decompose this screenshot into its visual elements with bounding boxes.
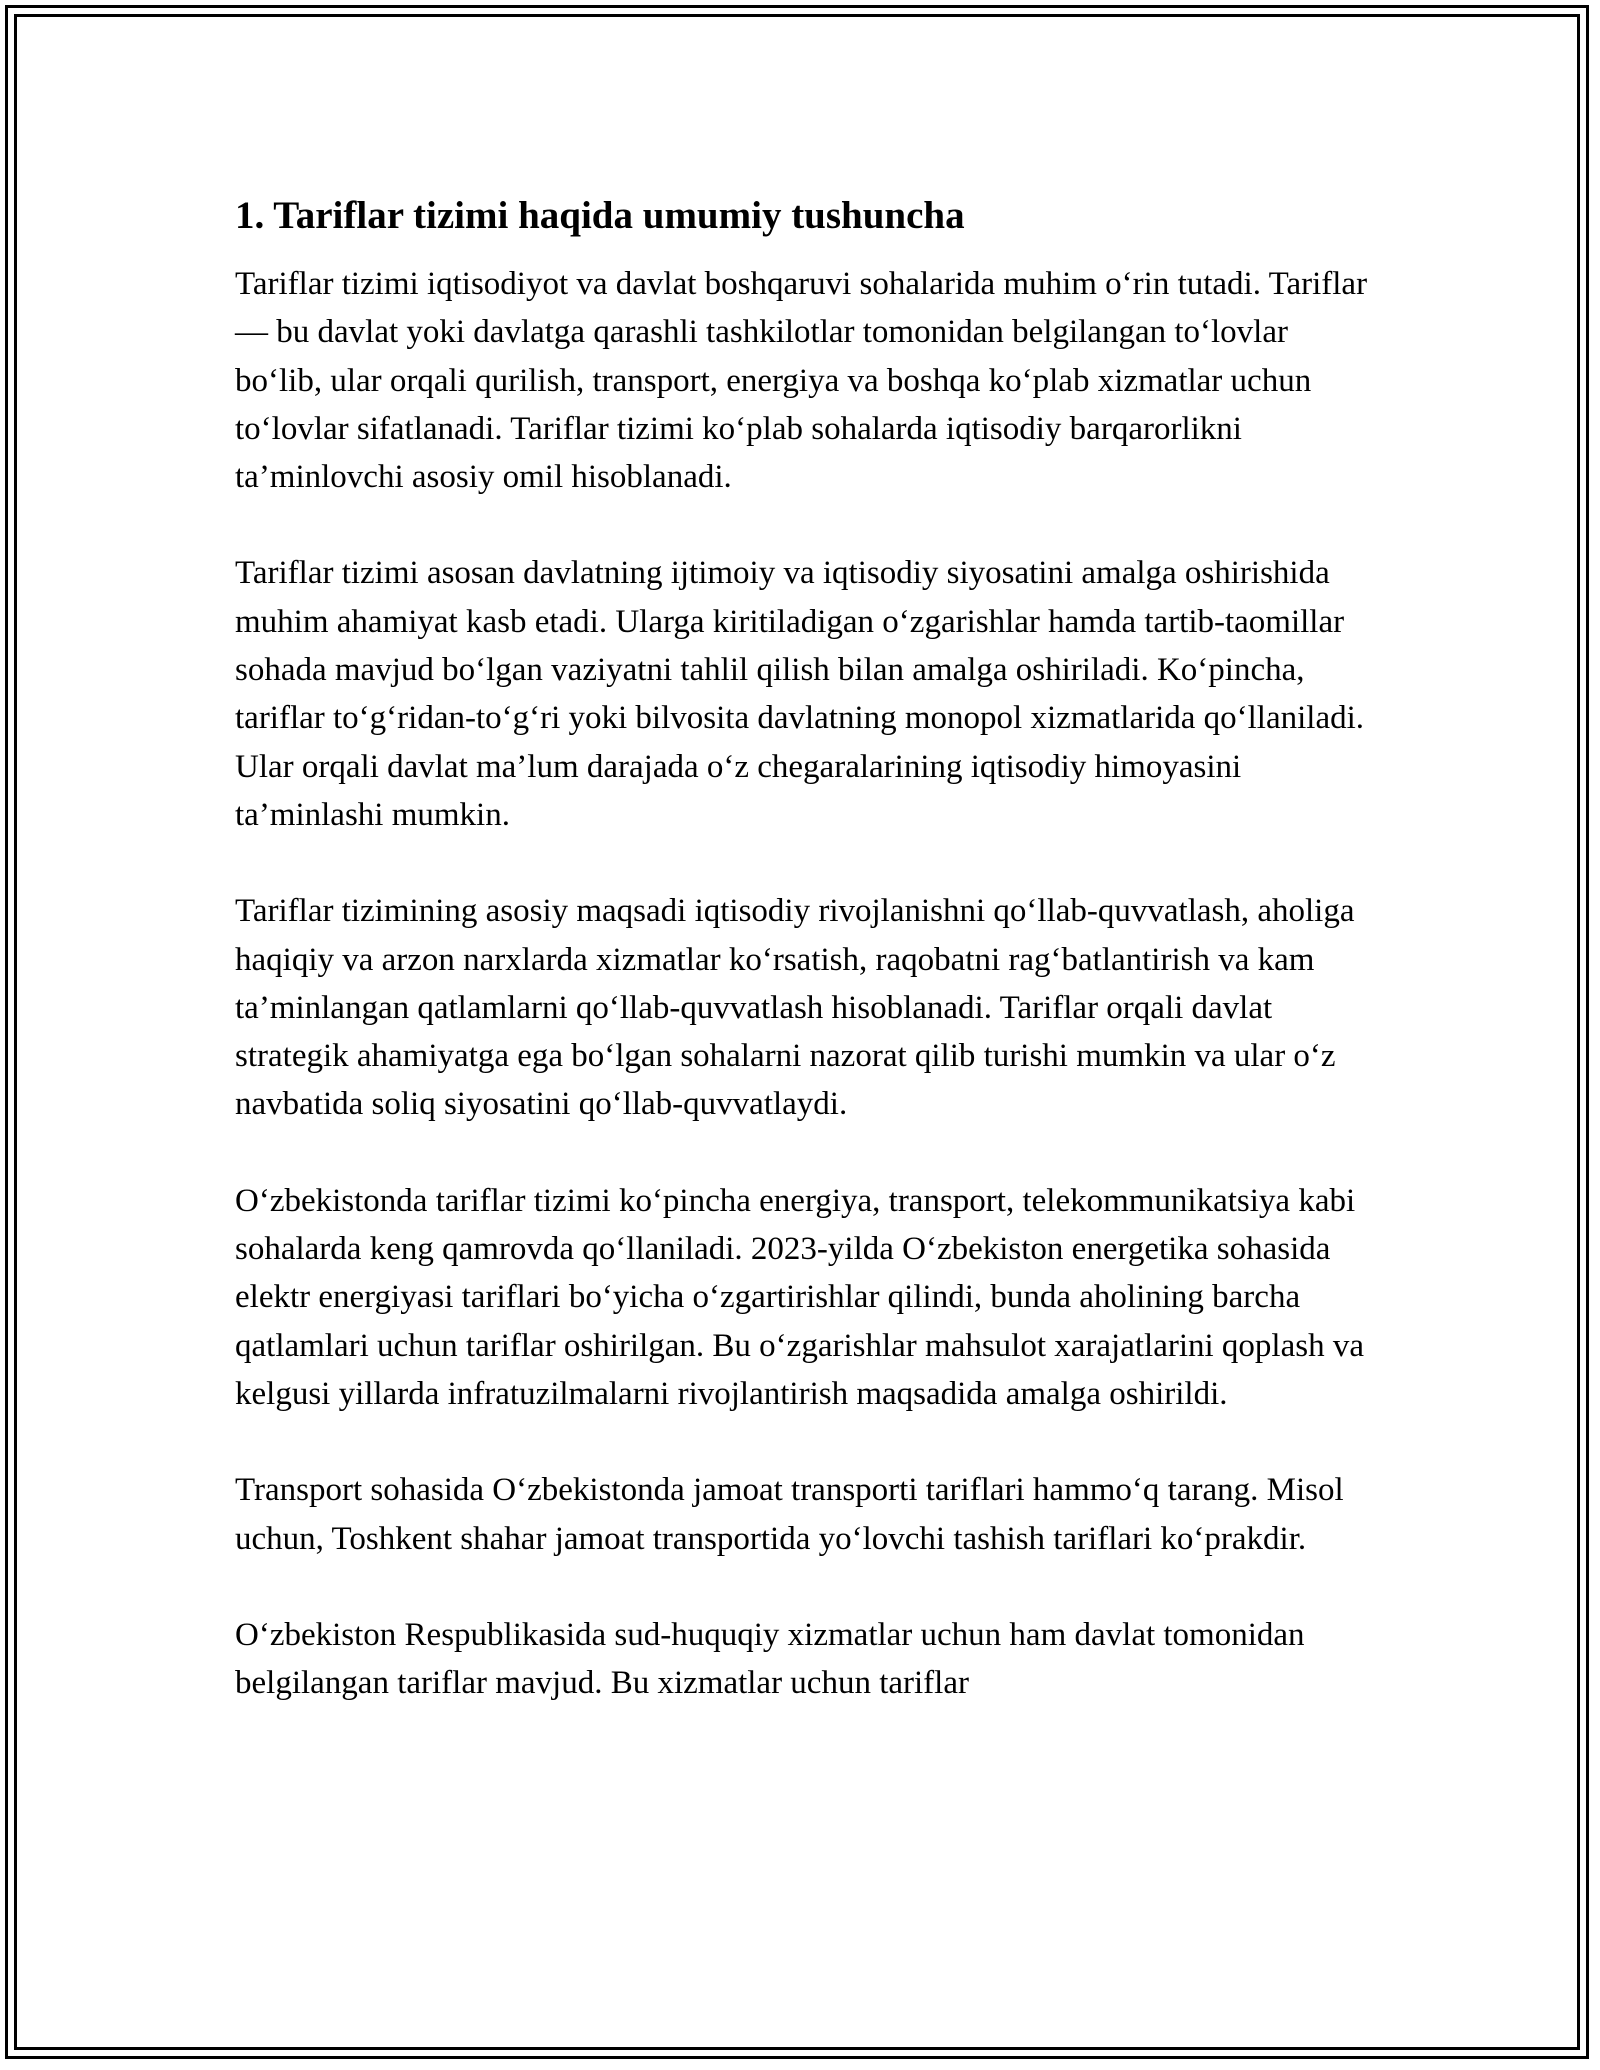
section-heading: 1. Tariflar tizimi haqida umumiy tushuncha xyxy=(235,194,965,237)
paragraph-5: Transport sohasida O‘zbekistonda jamoat transporti tariflari hammo‘q tarang. Misol uchun, Toshkent shahar jamoat transportida yo‘lovchi tashish tariflari ko‘prakdir. xyxy=(235,1472,1344,1557)
paragraph-4: O‘zbekistonda tariflar tizimi ko‘pincha energiya, transport, telekommunikatsiya kabi sohalarda keng qamrovda qo‘llaniladi. 2023-yilda O‘zbekiston energetika sohasida elektr energiyasi tariflari bo‘yicha o‘zgartirishlar qilindi, bunda aholining barcha qatlamlari uchun tariflar oshirilgan. Bu o‘zgarishlar mahsulot xarajatlarini qoplash va kelgusi yillarda infratuzilmalarni rivojlantirish maqsadida amalga oshirildi. xyxy=(235,1182,1364,1412)
paragraph-6: O‘zbekiston Respublikasida sud-huquqiy xizmatlar uchun ham davlat tomonidan belgilangan tariflar mavjud. Bu xizmatlar uchun tariflar xyxy=(235,1616,1305,1702)
paragraph-2: Tariflar tizimi asosan davlatning ijtimoiy va iqtisodiy siyosatini amalga oshirishida muhim ahamiyat kasb etadi. Ularga kiritiladigan o‘zgarishlar hamda tartib-taomillar sohada mavjud bo‘lgan vaziyatni tahlil qilish bilan amalga oshiriladi. Ko‘pincha, tariflar to‘g‘ridan-to‘g‘ri yoki bilvosita davlatning monopol xizmatlarida qo‘llaniladi. Ular orqali davlat ma’lum darajada o‘z chegaralarining iqtisodiy himoyasini ta’minlashi mumkin. xyxy=(235,555,1365,833)
document-body xyxy=(235,192,1375,1755)
paragraph-3: Tariflar tizimining asosiy maqsadi iqtisodiy rivojlanishni qo‘llab-quvvatlash, aholiga haqiqiy va arzon narxlarda xizmatlar ko‘rsatish, raqobatni rag‘batlantirish va kam ta’minlangan qatlamlarni qo‘llab-quvvatlash hisoblanadi. Tariflar orqali davlat strategik ahamiyatga ega bo‘lgan sohalarni nazorat qilib turishi mumkin va ular o‘z navbatida soliq siyosatini qo‘llab-quvvatlaydi. xyxy=(235,893,1355,1123)
paragraph-1: Tariflar tizimi iqtisodiyot va davlat boshqaruvi sohalarida muhim o‘rin tutadi. Tariflar — bu davlat yoki davlatga qarashli tashkilotlar tomonidan belgilangan to‘lovlar bo‘lib, ular orqali qurilish, transport, energiya va boshqa ko‘plab xizmatlar uchun to‘lovlar sifatlanadi. Tariflar tizimi ko‘plab sohalarda iqtisodiy barqarorlikni ta’minlovchi asosiy omil hisoblanadi. xyxy=(235,266,1368,496)
